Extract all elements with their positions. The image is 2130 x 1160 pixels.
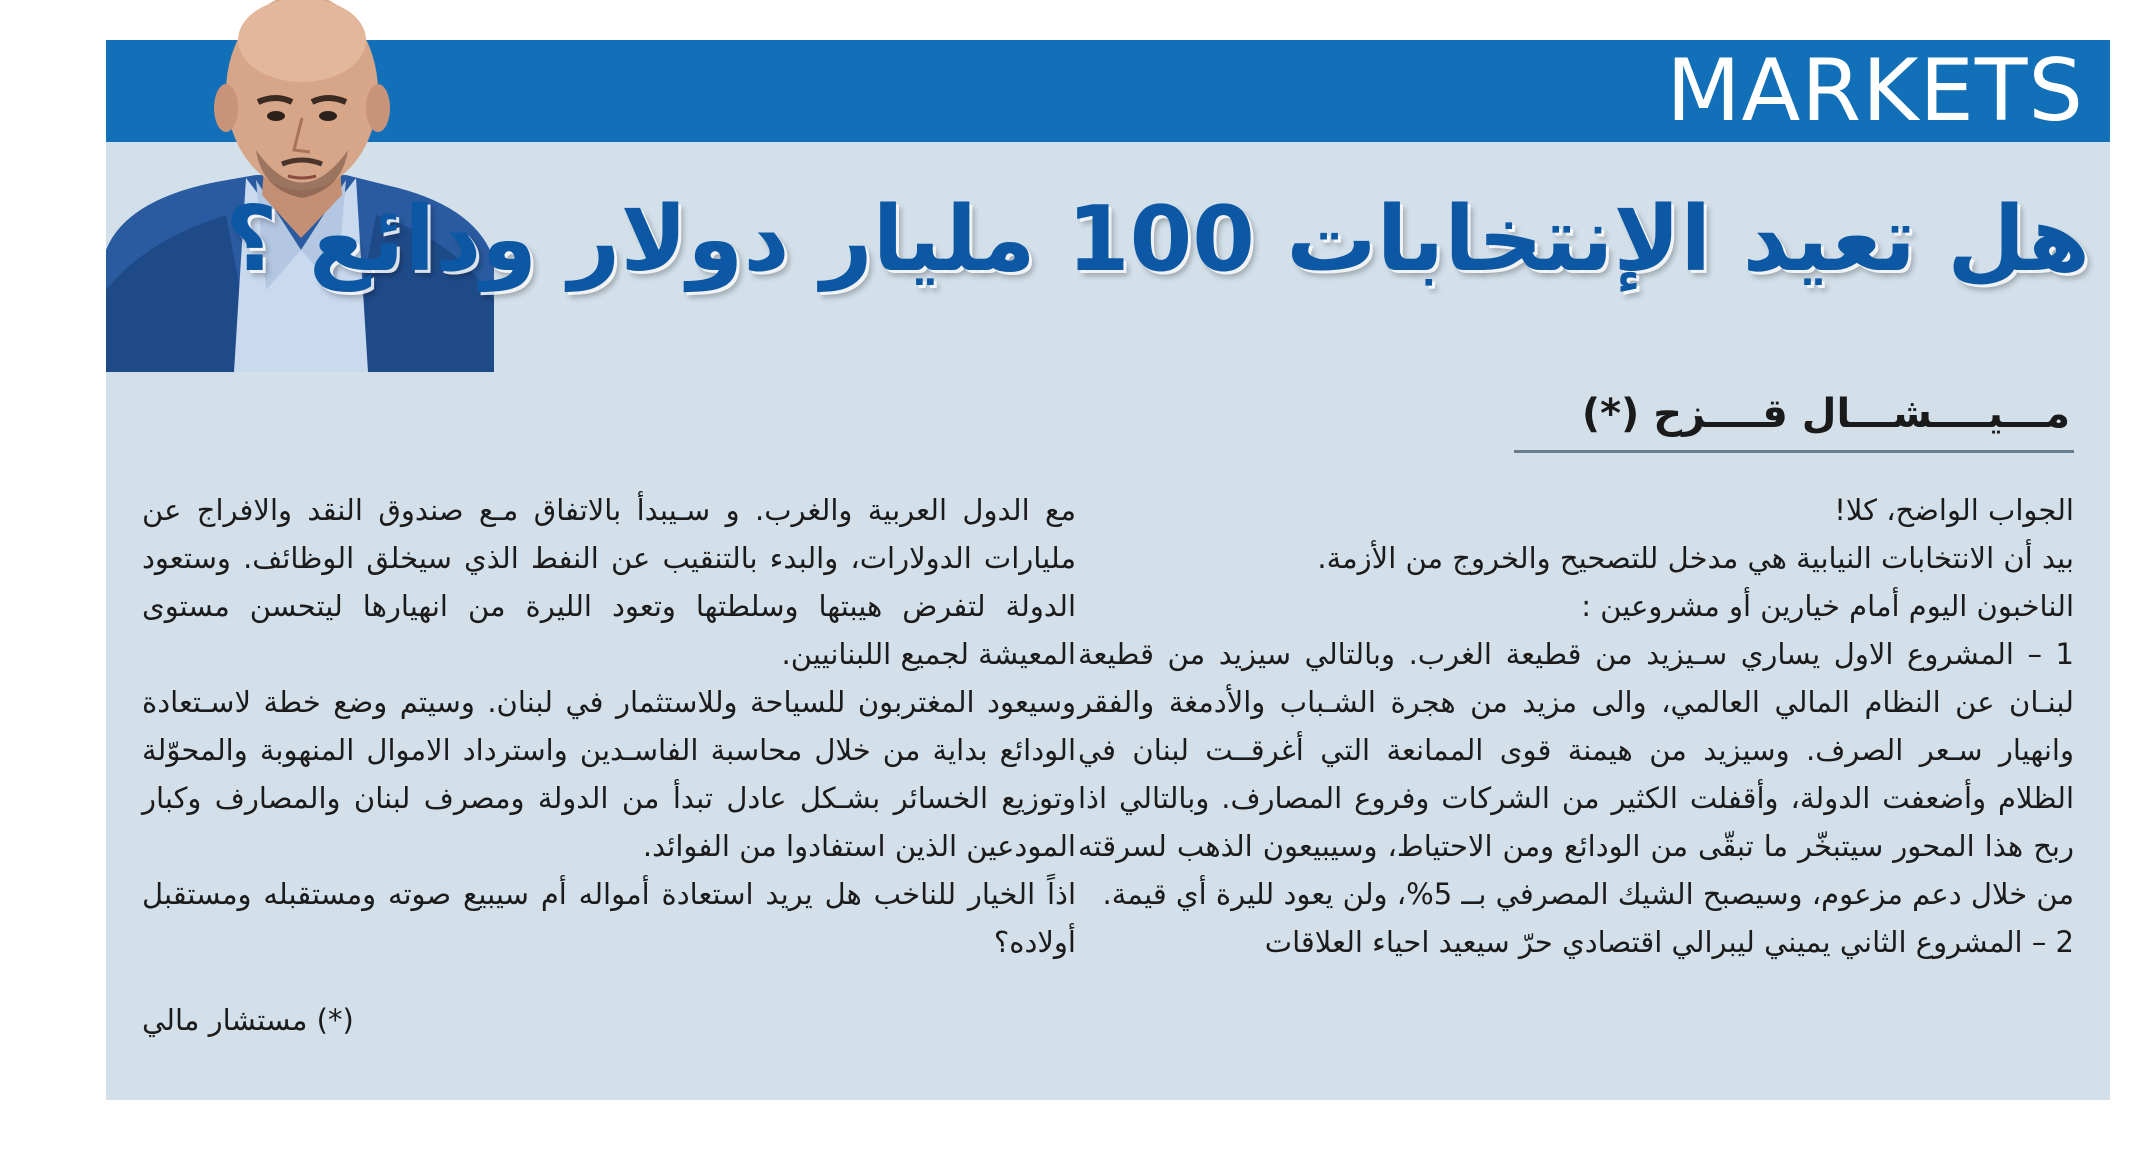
paragraph: 2 – المشروع الثاني يميني ليبرالي اقتصادي حرّ سيعيد احياء العلاقات xyxy=(1264,925,2074,959)
paragraph: بيد أن الانتخابات النيابية هي مدخل للتصحيح والخروج من الأزمة. xyxy=(1317,541,2074,575)
paragraph: 1 – المشروع الاول يساري سـيزيد من قطيعة الغرب. وبالتالي سيزيد من قطيعة لبنـان عن النظام المالي العالمي، والى مزيد من هجرة الشـباب والأدمغة والفقر وانهيار سـعر الصرف. وسيزيد من هيمنة قوى الممانعة التي أغرقــت لبنان في الظلام وأضعفت الدولة، وأقفلت الكثير من الشركات وفروع المصارف. وبالتالي اذا ربح هذا المحور سيتبخّر ما تبقّى من الودائع ومن الاحتياط، وسيبيعون الذهب لسرقته من خلال دعم مزعوم، وسيصبح الشيك المصرفي بــ 5%، ولن يعود لليرة أي قيمة. xyxy=(1078,637,2074,911)
section-label: MARKETS xyxy=(1666,41,2084,141)
author-byline: مـــيــــشـــال قــــزح (*) xyxy=(1581,391,2070,437)
paragraph: الجواب الواضح، كلا! xyxy=(1834,493,2074,527)
article-column-left xyxy=(142,486,1076,966)
author-footnote: (*) مستشار مالي xyxy=(142,1003,354,1037)
paragraph: اذاً الخيار للناخب هل يريد استعادة أمواله أم سيبيع صوته ومستقبله ومستقبل أولاده؟ xyxy=(142,877,1076,959)
byline-divider xyxy=(1514,450,2074,453)
paragraph: مع الدول العربية والغرب. و سـيبدأ بالاتفاق مـع صندوق النقد والافراج عن مليارات الدولارات، والبدء بالتنقيب عن النفط الذي سيخلق الوظائف. وستعود الدولة لتفرض هيبتها وسلطتها وتعود الليرة من انهيارها ليتحسن مستوى المعيشة لجميع اللبنانيين. xyxy=(142,493,1076,671)
headline: هل تعيد الإنتخابات 100 مليار دولار ودائع ؟ xyxy=(225,187,2090,292)
paragraph: وسيعود المغتربون للسياحة وللاستثمار في لبنان. وسيتم وضع خطة لاسـتعادة الودائع بداية من خلال محاسبة الفاسـدين واسترداد الاموال المنهوبة والمحوّلة وتوزيع الخسائر بشـكل عادل تبدأ من الدولة ومصرف لبنان والمصارف وكبار المودعين الذين استفادوا من الفوائد. xyxy=(142,685,1076,863)
article-column-right xyxy=(1078,486,2074,966)
paragraph: الناخبون اليوم أمام خيارين أو مشروعين : xyxy=(1581,589,2074,623)
